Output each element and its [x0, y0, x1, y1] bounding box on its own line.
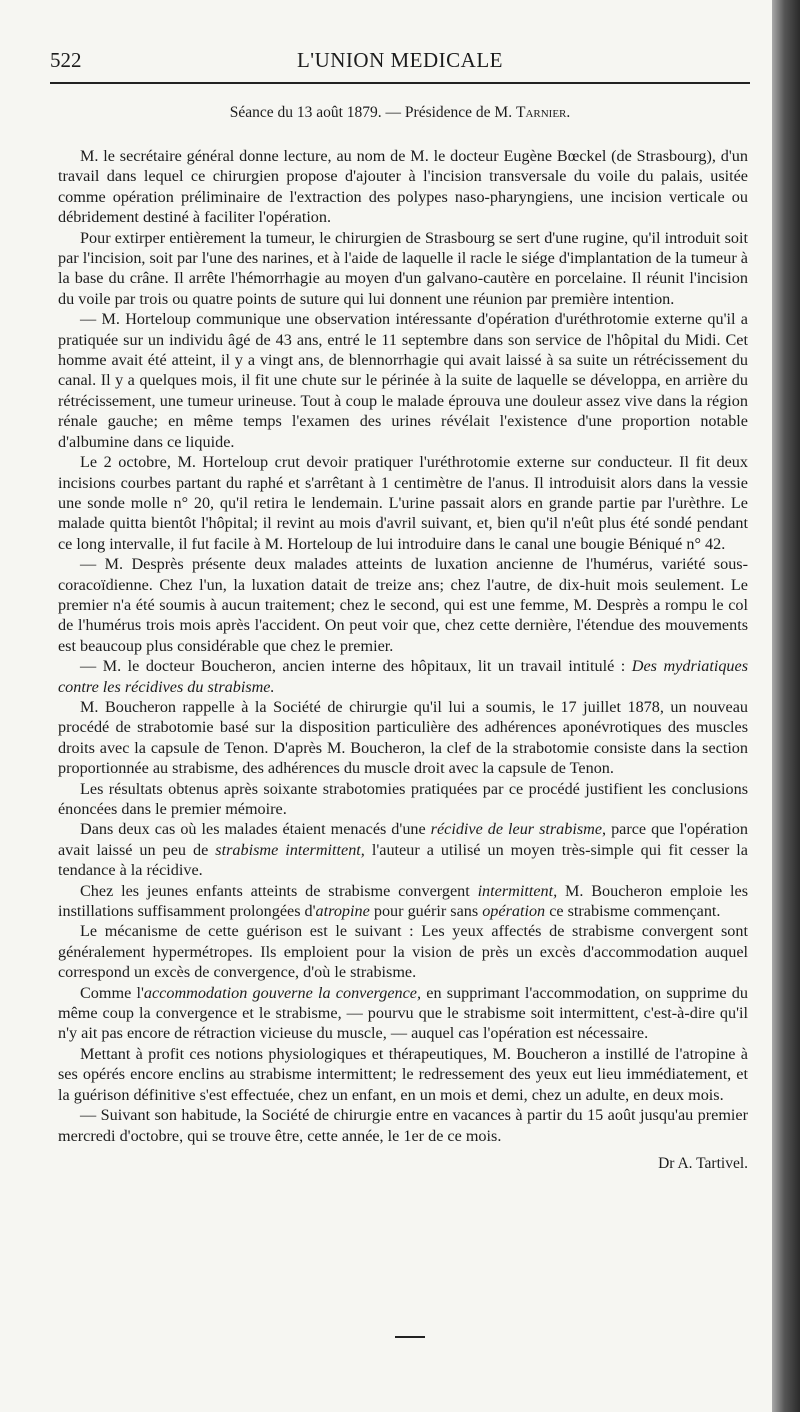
page-number: 522: [50, 48, 82, 72]
paragraph: [58, 656, 748, 697]
text-run: en supprimant l'accommodation, on supprime du même coup la convergence et le strabisme, — pourvu que le strabisme soit intermittent, c'est-à-dire qu'il n'y ait pas encore de rétraction vicieuse du muscle, — auquel cas l'opération est nécessaire.: [58, 983, 748, 1043]
text-run: Comme l': [80, 983, 144, 1002]
italic-run: récidive de leur strabisme: [430, 820, 603, 839]
running-head: [50, 48, 750, 74]
paragraph: — M. Horteloup communique une observation intéressante d'opération d'uréthrotomie externe qu'il a pratiquée sur un individu âgé de 43 ans, entré le 11 septembre dans son service de l'hôpital du Midi. Cet homme avait été atteint, il y a vingt ans, de blennorrhagie qui avait laissé à sa suite un rétrécissement du canal. Il y a quelques mois, il fit une chute sur le périnée à la suite de laquelle se développa, en arrière du rétrécissement, une tumeur urineuse. Tout à coup le malade éprouva une douleur assez vive dans la région rénale gauche; en même temps l'examen des urines révélait l'existence d'une proportion notable d'albumine dans ce liquide.: [58, 310, 748, 451]
paper-title: Des mydriatiques contre les récidives du strabisme.: [58, 657, 748, 696]
page-edge: [772, 0, 800, 1412]
italic-run: accommodation gouverne la convergence,: [143, 983, 422, 1002]
paragraph: [58, 819, 748, 880]
paragraph: [58, 983, 748, 1044]
journal-title: L'UNION MEDICALE: [296, 48, 503, 72]
text-run: ce strabisme commençant.: [545, 902, 721, 921]
paragraph: [58, 881, 748, 922]
text-run: Chez les jeunes enfants atteints de strabisme convergent: [80, 881, 478, 900]
signature: Dr A. Tartivel.: [658, 1154, 748, 1172]
paragraph: Le mécanisme de cette guérison est le suivant : Les yeux affectés de strabisme convergent sont généralement hypermétropes. Ils emploient pour la vision de près un excès d'accommodation auquel correspond un excès de convergence, d'où le strabisme.: [58, 922, 748, 982]
session-heading: [60, 104, 740, 122]
text-run: pour guérir sans: [369, 902, 483, 921]
paragraph: Pour extirper entièrement la tumeur, le chirurgien de Strasbourg se sert d'une rugine, qu'il introduit soit par l'incision, soit par l'une des narines, et à l'aide de laquelle il racle le siége d'implantation de la tumeur à la base du crâne. Il arrête l'hémorrhagie au moyen d'un galvano-cautère en porcelaine. Il réunit l'incision du voile par trois ou quatre points de suture qui lui donnent une réunion par première intention.: [58, 228, 748, 308]
italic-run: intermittent,: [477, 881, 558, 900]
text-run: — M. le docteur Boucheron, ancien interne des hôpitaux, lit un travail intitulé :: [80, 657, 632, 676]
paragraph: M. le secrétaire général donne lecture, au nom de M. le docteur Eugène Bœckel (de Strasbourg), d'un travail dans lequel ce chirurgien propose d'ajouter à l'incision transversale du voile du palais, usitée comme opération préliminaire de l'extraction des polypes naso-pharyngiens, une incision verticale ou débridement destiné à faciliter l'opération.: [58, 147, 748, 227]
header-rule: [50, 82, 750, 84]
paragraph: — M. Desprès présente deux malades atteints de luxation ancienne de l'humérus, variété sous-coracoïdienne. Chez l'un, la luxation datait de treize ans; chez l'autre, de dix-huit mois seulement. Le premier n'a été soumis à aucun traitement; chez le second, qui est une femme, M. Desprès a rompu le col de l'humérus trois mois après l'accident. On peut voir que, chez cette dernière, l'étendue des mouvements est beaucoup plus considérable que chez le premier.: [58, 555, 748, 655]
text-run: l'auteur a utilisé un moyen très-simple qui fit cesser la tendance à la récidive.: [58, 840, 748, 880]
session-president: Tarnier.: [515, 104, 571, 121]
text-run: Dans deux cas où les malades étaient menacés d'une: [80, 820, 431, 839]
text-run: M. Boucheron emploie les instillations suffisamment prolongées d': [58, 881, 748, 921]
end-rule: [395, 1336, 425, 1338]
article-body: [58, 146, 748, 1174]
text-run: , parce que l'opération avait laissé un peu de: [58, 820, 748, 859]
paragraph: Les résultats obtenus après soixante strabotomies pratiquées par ce procédé justifient les conclusions énoncées dans le premier mémoire.: [58, 779, 748, 818]
italic-run: opération: [482, 902, 546, 921]
paragraph: — Suivant son habitude, la Société de chirurgie entre en vacances à partir du 15 août jusqu'au premier mercredi d'octobre, qui se trouve être, cette année, le 1er de ce mois.: [58, 1106, 748, 1145]
paragraph: Le 2 octobre, M. Horteloup crut devoir pratiquer l'uréthrotomie externe sur conducteur. Il fit deux incisions courbes partant du raphé et s'arrêtant à 1 centimètre de l'anus. Il introduisit alors dans la vessie une sonde molle n° 20, qu'il retira le lendemain. L'urine passait alors en grande partie par l'urèthre. Le malade quitta bientôt l'hôpital; il revint au mois d'avril suivant, et, bien qu'il n'eût plus été sondé pendant ce long intervalle, il fut facile à M. Horteloup de lui introduire dans le canal une bougie Béniqué n° 42.: [58, 453, 748, 553]
paragraph: M. Boucheron rappelle à la Société de chirurgie qu'il lui a soumis, le 17 juillet 1878, un nouveau procédé de strabotomie basé sur la disposition particulière des adhérences aponévrotiques des muscles droits avec la capsule de Tenon. D'après M. Boucheron, la clef de la strabotomie consiste dans la section proportionnée au strabisme, des adhérences du muscle droit avec la capsule de Tenon.: [58, 697, 748, 778]
paragraph: Mettant à profit ces notions physiologiques et thérapeutiques, M. Boucheron a instillé de l'atropine à ses opérés encore enclins au strabisme intermittent; le redressement des yeux eut lieu immédiatement, et la guérison définitive s'est effectuée, chez un enfant, en un mois et demi, chez un adulte, en deux mois.: [58, 1044, 748, 1104]
italic-run: atropine: [315, 902, 370, 921]
italic-run: strabisme intermittent,: [215, 840, 365, 859]
session-date: Séance du 13 août 1879. — Présidence de M.: [229, 104, 516, 121]
